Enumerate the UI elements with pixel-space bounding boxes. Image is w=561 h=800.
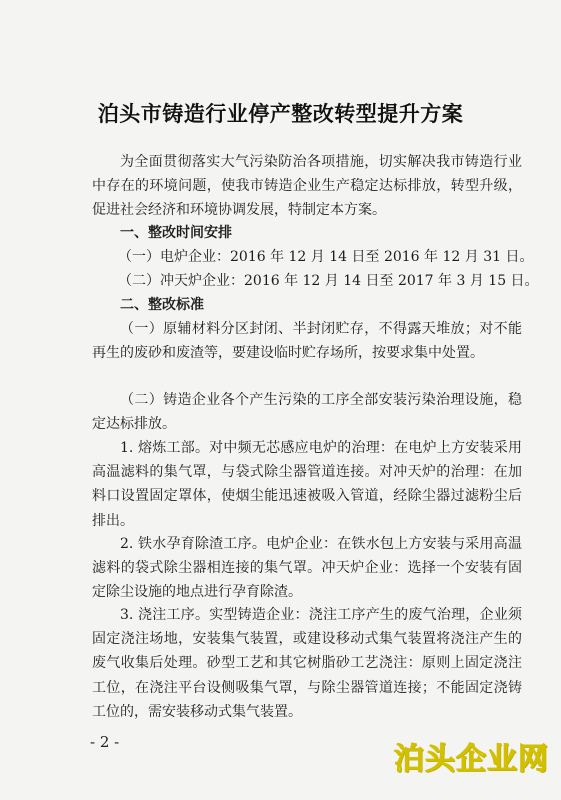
section2-item2: （二）铸造企业各个产生污染的工序全部安装污染治理设施，稳定达标排放。 [92,392,522,433]
section2-heading: 二、整改标准 [120,297,204,313]
intro-paragraph: 为全面贯彻落实大气污染防治各项措施，切实解决我市铸造行业中存在的环境问题，使我市铸造企业生产稳定达标排放，转型升级，促进社会经济和环境协调发展，特制定本方案。 [92,154,522,219]
section1-item1: （一）电炉企业：2016 年 12 月 14 日至 2016 年 12 月 31 日。 [118,249,534,265]
section1-item2: （二）冲天炉企业：2016 年 12 月 14 日至 2017 年 3 月 15 日。 [118,273,539,289]
section1-heading: 一、整改时间安排 [120,225,232,241]
section2-paragraph-3: 3. 浇注工序。实型铸造企业：浇注工序产生的废气治理，企业须固定浇注场地，安装集气装置，或建设移动式集气装置将浇注产生的废气收集后处理。砂型工艺和其它树脂砂工艺浇注：原则上固定浇注工位，在浇注平台设侧吸集气罩，与除尘器管道连接；不能固定浇铸工位的，需安装移动式集气装置。 [92,607,522,720]
site-watermark: 泊头企业网 [394,742,549,777]
section2-paragraph-1: 1. 熔炼工部。对中频无芯感应电炉的治理：在电炉上方安装采用高温滤料的集气罩，与袋式除尘器管道连接。对冲天炉的治理：在加料口设置固定罩体，使烟尘能迅速被吸入管道，经除尘器过滤粉尘后排出。 [92,440,522,529]
section2-item1: （一）原辅材料分区封闭、半封闭贮存，不得露天堆放；对不能再生的废砂和废渣等，要建设临时贮存场所，按要求集中处置。 [92,321,522,362]
document-title: 泊头市铸造行业停产整改转型提升方案 [97,101,464,126]
page-number: - 2 - [90,733,120,751]
section2-paragraph-2: 2. 铁水孕育除渣工序。电炉企业：在铁水包上方安装与采用高温滤料的袋式除尘器相连接的集气罩。冲天炉企业：选择一个安装有固定除尘设施的地点进行孕育除渣。 [92,536,522,601]
